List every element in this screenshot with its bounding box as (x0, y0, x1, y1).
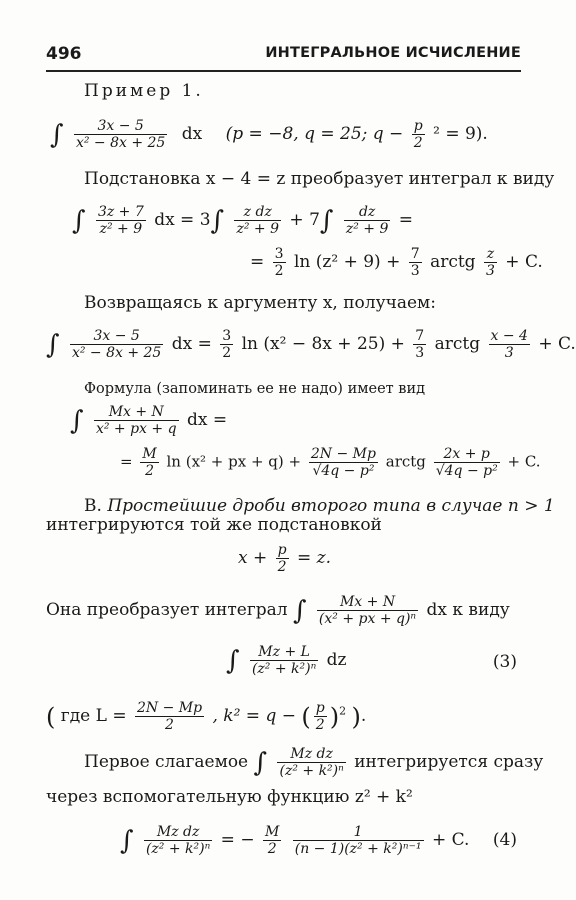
substituted-integral: ∫ $\frac{3z + 7}{\text{z² + 9}}$ dx = 3∫ $\frac{\text{z dz}}{\text{z² + 9}}$ + 7∫ $\frac{dz}{\text{z² + 9}}$ = (72, 204, 414, 237)
general-result: = $\frac{M}{2}$ ln (x² + px + q) + $\frac{2N - Mp}{\text{√4q − p²}}$ arctg $\frac{2x + p}{\text{√4q − p²}}$ + C. (120, 446, 541, 479)
final-result: ∫ $\frac{3x - 5}{\text{x² − 8x + 25}}$ dx = $\frac{3}{2}$ ln (x² − 8x + 25) + $\frac{7}{3}$ arctg $\frac{x - 4}{3}$ + C. (46, 328, 576, 361)
substitution-text: Подстановка x − 4 = z преобразует интеграл к виду (84, 169, 555, 189)
example-integral: ∫ $\frac{3x - 5}{\text{x² − 8x + 25}}$ dx (p = −8, q = 25; q − $\frac{p}{2}$ ² = 9). (50, 118, 488, 151)
section-b-heading: В. Простейшие дроби второго типа в случае n > 1 (84, 496, 555, 516)
equation-4: ∫ $\frac{\text{Mz dz}}{\text{(z² + k²)ⁿ}}$ = − $\frac{M}{2}$ $\frac{1}{\text{(n − 1)(z² + k²)ⁿ⁻¹}}$ + C. (120, 824, 470, 857)
fraction: $\frac{3x - 5}{\text{x² − 8x + 25}}$ (75, 118, 166, 151)
example-title: Пример 1. (84, 81, 204, 101)
formula-intro: Формула (запоминать ее не надо) имеет вид (84, 381, 426, 397)
converts-line: Она преобразует интеграл ∫ $\frac{Mx + N}{\text{(x² + px + q)ⁿ}}$ dx к виду (46, 594, 510, 627)
integral-sign: ∫ (50, 119, 64, 150)
substituted-result: = $\frac{3}{2}$ ln (z² + 9) + $\frac{7}{3}$ arctg $\frac{z}{3}$ + C. (250, 246, 543, 279)
return-text: Возвращаясь к аргументу x, получаем: (84, 293, 436, 313)
first-term-line: Первое слагаемое ∫ $\frac{\text{Mz dz}}{\text{(z² + k²)ⁿ}}$ интегрируется сразу (84, 746, 544, 779)
section-b-line2: интегрируются той же подстановкой (46, 515, 382, 535)
fraction: $\frac{p}{2}$ (413, 118, 423, 151)
through-line: через вспомогательную функцию z² + k² (46, 787, 413, 807)
equation-3: ∫ $\frac{Mz + L}{\text{(z² + k²)ⁿ}}$ dz (226, 644, 347, 677)
page-header (46, 40, 521, 72)
substitution-formula: x + $\frac{p}{2}$ = z. (238, 542, 332, 575)
equation-4-tag: (4) (492, 830, 517, 850)
where-line: ( где L = $\frac{2N - Mp}{2}$ , k² = q − ( $\frac{p}{2}$ )$^2$ ). (46, 700, 367, 733)
general-integral: ∫ $\frac{Mx + N}{\text{x² + px + q}}$ dx = (70, 404, 228, 437)
page-number: 496 (46, 44, 82, 64)
equation-3-tag: (3) (492, 652, 517, 672)
section-title: ИНТЕГРАЛЬНОЕ ИСЧИСЛЕНИЕ (265, 45, 521, 61)
